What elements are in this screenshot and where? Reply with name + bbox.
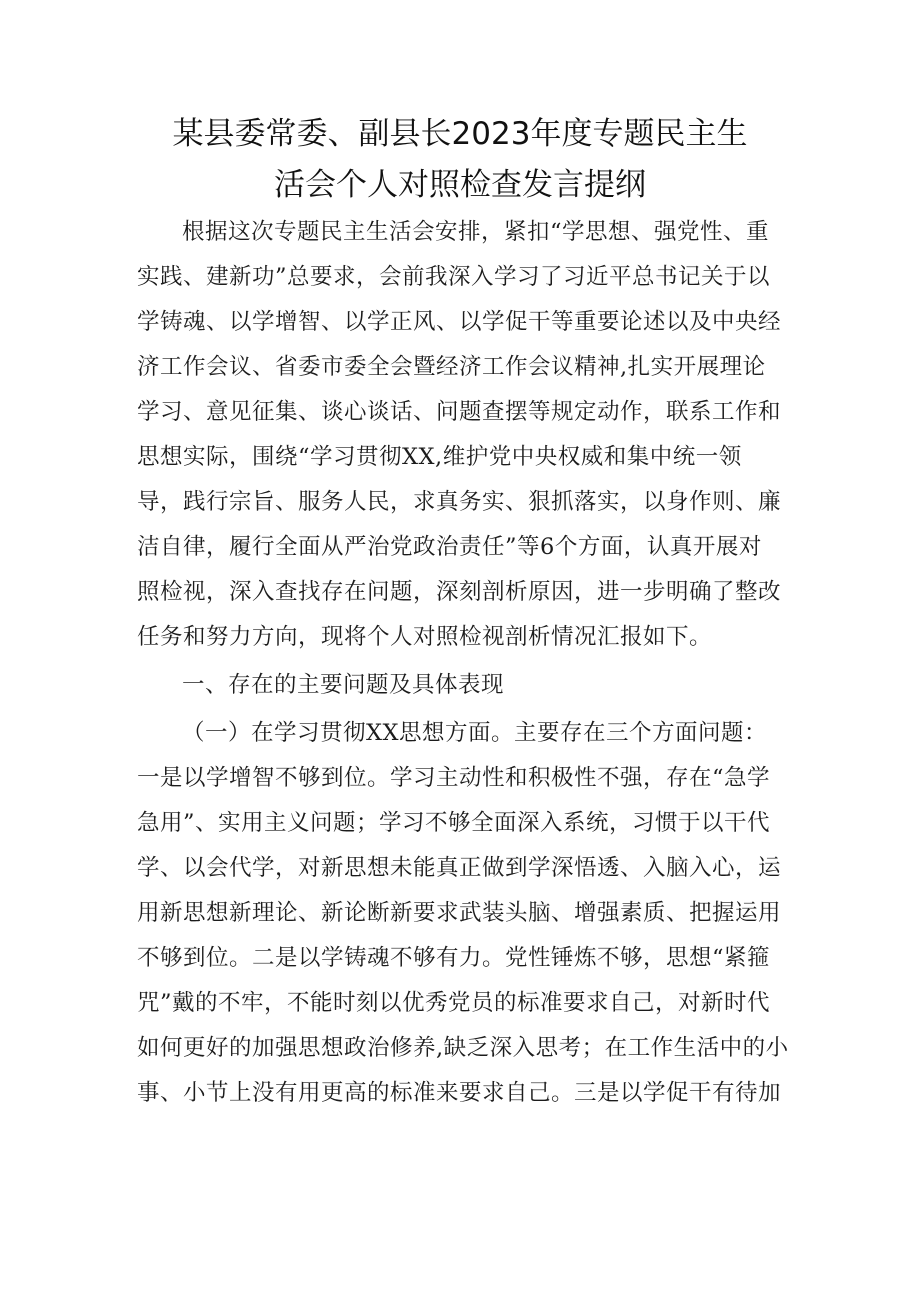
subsection-paragraph-line: 一是以学增智不够到位。学习主动性和积极性不强，存在“急学 [137,765,771,791]
subsection-paragraph-line: （一）在学习贯彻XX思想方面。主要存在三个方面问题： [182,720,768,746]
section-heading: 一、存在的主要问题及具体表现 [182,672,505,698]
intro-paragraph-line: 实践、建新功”总要求，会前我深入学习了习近平总书记关于以 [137,264,771,290]
intro-paragraph-line: 任务和努力方向，现将个人对照检视剖析情况汇报如下。 [137,624,713,650]
subsection-paragraph-line: 不够到位。二是以学铸魂不够有力。党性锤炼不够，思想“紧箍 [137,945,771,971]
intro-paragraph-line: 思想实际，围绕“学习贯彻XX,维护党中央权威和集中统一领 [137,444,742,470]
subsection-paragraph-line: 事、小节上没有用更高的标准来要求自己。三是以学促干有待加 [137,1080,782,1106]
document-title-line-2: 活会个人对照检查发言提纲 [274,167,646,203]
subsection-paragraph-line: 咒”戴的不牢，不能时刻以优秀党员的标准要求自己，对新时代 [137,990,771,1016]
intro-paragraph-line: 学铸魂、以学增智、以学正风、以学促干等重要论述以及中央经 [137,309,782,335]
subsection-paragraph-line: 用新思想新理论、新论断新要求武装头脑、增强素质、把握运用 [137,900,782,926]
subsection-paragraph-line: 学、以会代学，对新思想未能真正做到学深悟透、入脑入心，运 [137,855,782,881]
intro-paragraph-line: 济工作会议、省委市委全会暨经济工作会议精神,扎实开展理论 [137,354,766,380]
intro-paragraph-line: 学习、意见征集、谈心谈话、问题查摆等规定动作，联系工作和 [137,399,782,425]
subsection-paragraph-line: 急用”、实用主义问题；学习不够全面深入系统，习惯于以干代 [137,810,771,836]
intro-paragraph-line: 洁自律，履行全面从严治党政治责任”等6个方面，认真开展对 [137,534,762,560]
intro-paragraph-line: 照检视，深入查找存在问题，深刻剖析原因，进一步明确了整改 [137,579,782,605]
intro-paragraph-line: 导，践行宗旨、服务人民，求真务实、狠抓落实，以身作则、廉 [137,489,782,515]
intro-paragraph-line: 根据这次专题民主生活会安排，紧扣“学思想、强党性、重 [182,219,770,245]
document-title-line-1: 某县委常委、副县长2023年度专题民主生 [172,116,748,152]
subsection-paragraph-line: 如何更好的加强思想政治修养,缺乏深入思考；在工作生活中的小 [137,1035,789,1061]
